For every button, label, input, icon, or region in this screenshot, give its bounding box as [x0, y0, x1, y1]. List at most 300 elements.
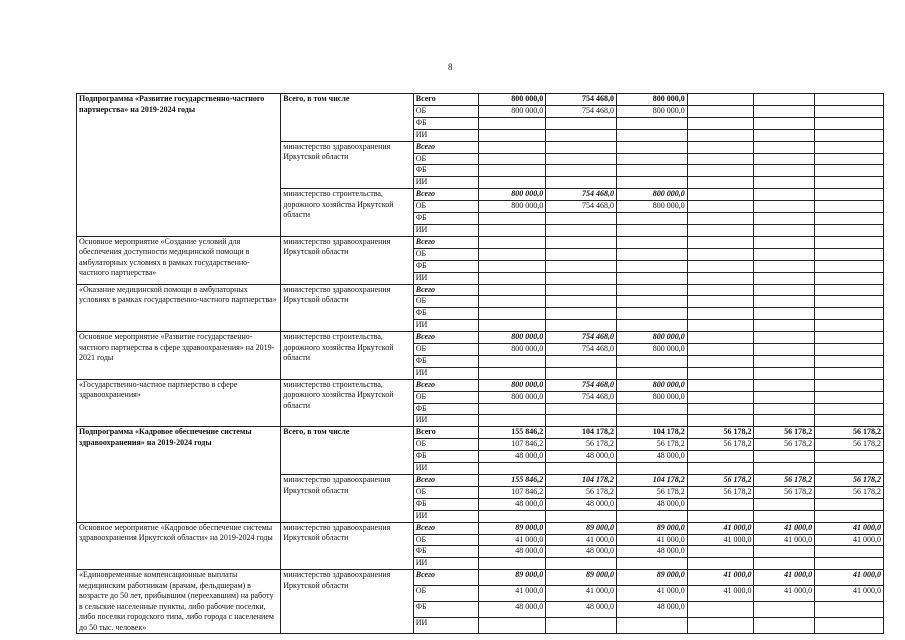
amount-cell [815, 320, 884, 332]
amount-cell [546, 403, 617, 415]
amount-cell [754, 618, 815, 634]
amount-cell [546, 248, 617, 260]
amount-cell [616, 117, 687, 129]
funding-source-cell: Всего [413, 379, 479, 391]
funding-source-cell: ОБ [413, 201, 479, 213]
amount-cell [687, 391, 754, 403]
funding-source-cell: ФБ [413, 451, 479, 463]
funding-source-cell: ОБ [413, 344, 479, 356]
amount-cell [815, 498, 884, 510]
amount-cell: 800 000,0 [616, 105, 687, 117]
program-name-cell: Подпрограмма «Развитие государственно-частного партнерства» на 2019-2024 годы [77, 94, 281, 237]
amount-cell [815, 558, 884, 570]
funding-source-cell: ИИ [413, 463, 479, 475]
amount-cell [616, 141, 687, 153]
amount-cell: 800 000,0 [479, 379, 546, 391]
amount-cell: 754 468,0 [546, 189, 617, 201]
amount-cell [754, 189, 815, 201]
amount-cell: 800 000,0 [616, 391, 687, 403]
funding-source-cell: Всего [413, 570, 479, 586]
amount-cell: 41 000,0 [815, 522, 884, 534]
amount-cell [754, 224, 815, 236]
funding-source-cell: ОБ [413, 439, 479, 451]
amount-cell [815, 463, 884, 475]
amount-cell [754, 105, 815, 117]
amount-cell: 104 178,2 [546, 475, 617, 487]
amount-cell [754, 367, 815, 379]
executor-cell: министерство здравоохранения Иркутской области [281, 236, 413, 284]
funding-source-cell: ОБ [413, 486, 479, 498]
budget-table [76, 93, 884, 634]
amount-cell [616, 224, 687, 236]
amount-cell [546, 213, 617, 225]
page-number: 8 [448, 62, 453, 72]
amount-cell [546, 165, 617, 177]
amount-cell [754, 510, 815, 522]
funding-source-cell: ОБ [413, 534, 479, 546]
amount-cell [687, 602, 754, 618]
amount-cell [616, 403, 687, 415]
funding-source-cell: ИИ [413, 272, 479, 284]
funding-source-cell: ФБ [413, 117, 479, 129]
amount-cell [546, 510, 617, 522]
amount-cell [754, 355, 815, 367]
funding-source-cell: Всего [413, 141, 479, 153]
amount-cell [687, 367, 754, 379]
executor-cell: министерство здравоохранения Иркутской области [281, 522, 413, 570]
amount-cell [479, 558, 546, 570]
funding-source-cell: ФБ [413, 260, 479, 272]
amount-cell: 56 178,2 [687, 439, 754, 451]
funding-source-cell: ФБ [413, 546, 479, 558]
funding-source-cell: ИИ [413, 510, 479, 522]
amount-cell [754, 141, 815, 153]
amount-cell: 41 000,0 [687, 522, 754, 534]
amount-cell [815, 177, 884, 189]
funding-source-cell: ОБ [413, 248, 479, 260]
funding-source-cell: ИИ [413, 129, 479, 141]
funding-source-cell: ИИ [413, 367, 479, 379]
amount-cell: 56 178,2 [754, 427, 815, 439]
amount-cell [687, 105, 754, 117]
amount-cell [815, 546, 884, 558]
amount-cell [815, 451, 884, 463]
amount-cell [546, 463, 617, 475]
amount-cell [754, 129, 815, 141]
amount-cell: 754 468,0 [546, 94, 617, 106]
amount-cell: 48 000,0 [479, 498, 546, 510]
amount-cell: 56 178,2 [687, 486, 754, 498]
amount-cell: 56 178,2 [546, 439, 617, 451]
amount-cell: 800 000,0 [616, 332, 687, 344]
amount-cell: 800 000,0 [616, 379, 687, 391]
amount-cell: 56 178,2 [815, 486, 884, 498]
amount-cell [754, 320, 815, 332]
amount-cell [815, 94, 884, 106]
amount-cell [687, 141, 754, 153]
funding-source-cell: ФБ [413, 213, 479, 225]
program-name-cell: «Государственно-частное партнерство в сфере здравоохранения» [77, 379, 281, 427]
amount-cell: 41 000,0 [687, 534, 754, 546]
amount-cell [815, 284, 884, 296]
amount-cell [616, 213, 687, 225]
amount-cell [754, 284, 815, 296]
amount-cell [754, 332, 815, 344]
amount-cell: 41 000,0 [815, 534, 884, 546]
funding-source-cell: Всего [413, 332, 479, 344]
amount-cell [616, 355, 687, 367]
amount-cell [687, 451, 754, 463]
amount-cell [815, 141, 884, 153]
amount-cell [479, 177, 546, 189]
funding-source-cell: ИИ [413, 415, 479, 427]
amount-cell: 56 178,2 [616, 486, 687, 498]
amount-cell [616, 165, 687, 177]
amount-cell [616, 618, 687, 634]
amount-cell: 48 000,0 [616, 602, 687, 618]
amount-cell [815, 618, 884, 634]
amount-cell [479, 308, 546, 320]
amount-cell [479, 403, 546, 415]
amount-cell [687, 332, 754, 344]
amount-cell: 800 000,0 [479, 344, 546, 356]
amount-cell: 754 468,0 [546, 391, 617, 403]
amount-cell: 800 000,0 [479, 391, 546, 403]
table-row [77, 570, 884, 586]
amount-cell [815, 367, 884, 379]
amount-cell [754, 177, 815, 189]
amount-cell: 41 000,0 [616, 586, 687, 602]
funding-source-cell: Всего [413, 236, 479, 248]
amount-cell [546, 355, 617, 367]
amount-cell: 800 000,0 [479, 201, 546, 213]
amount-cell: 56 178,2 [815, 475, 884, 487]
amount-cell [815, 236, 884, 248]
amount-cell [754, 558, 815, 570]
amount-cell [687, 415, 754, 427]
amount-cell [815, 391, 884, 403]
amount-cell [687, 117, 754, 129]
amount-cell [687, 546, 754, 558]
amount-cell: 41 000,0 [479, 586, 546, 602]
amount-cell: 48 000,0 [616, 451, 687, 463]
amount-cell: 48 000,0 [616, 546, 687, 558]
funding-source-cell: ОБ [413, 105, 479, 117]
amount-cell [479, 463, 546, 475]
amount-cell: 41 000,0 [815, 570, 884, 586]
amount-cell: 48 000,0 [546, 602, 617, 618]
amount-cell [815, 510, 884, 522]
amount-cell [754, 153, 815, 165]
table-row [77, 236, 884, 248]
amount-cell [479, 367, 546, 379]
amount-cell [815, 415, 884, 427]
amount-cell [754, 94, 815, 106]
amount-cell: 56 178,2 [754, 475, 815, 487]
amount-cell [616, 177, 687, 189]
amount-cell [616, 320, 687, 332]
amount-cell [687, 213, 754, 225]
funding-source-cell: ОБ [413, 391, 479, 403]
amount-cell [815, 602, 884, 618]
funding-source-cell: Всего [413, 189, 479, 201]
amount-cell [616, 248, 687, 260]
amount-cell [546, 177, 617, 189]
amount-cell [546, 272, 617, 284]
amount-cell [546, 320, 617, 332]
amount-cell [687, 296, 754, 308]
funding-source-cell: ФБ [413, 498, 479, 510]
amount-cell: 800 000,0 [479, 189, 546, 201]
amount-cell [546, 224, 617, 236]
amount-cell: 800 000,0 [616, 201, 687, 213]
amount-cell [616, 415, 687, 427]
amount-cell [687, 260, 754, 272]
amount-cell [687, 320, 754, 332]
amount-cell [479, 213, 546, 225]
amount-cell [616, 129, 687, 141]
amount-cell [616, 272, 687, 284]
amount-cell: 41 000,0 [479, 534, 546, 546]
amount-cell [754, 260, 815, 272]
amount-cell: 56 178,2 [546, 486, 617, 498]
table-row [77, 522, 884, 534]
amount-cell [815, 355, 884, 367]
amount-cell: 41 000,0 [616, 534, 687, 546]
amount-cell [754, 415, 815, 427]
amount-cell: 107 846,2 [479, 486, 546, 498]
amount-cell: 48 000,0 [479, 602, 546, 618]
funding-source-cell: ФБ [413, 165, 479, 177]
program-name-cell: «Оказание медицинской помощи в амбулаторных условиях в рамках государственно-частного партнерства» [77, 284, 281, 332]
executor-cell: Всего, в том числе [281, 94, 413, 142]
amount-cell: 104 178,2 [616, 475, 687, 487]
amount-cell [546, 141, 617, 153]
amount-cell [754, 248, 815, 260]
table-row [77, 379, 884, 391]
program-name-cell: Подпрограмма «Кадровое обеспечение системы здравоохранения» на 2019-2024 годы [77, 427, 281, 522]
funding-source-cell: ОБ [413, 153, 479, 165]
amount-cell [546, 117, 617, 129]
amount-cell: 89 000,0 [479, 522, 546, 534]
amount-cell [815, 308, 884, 320]
amount-cell [546, 153, 617, 165]
amount-cell [687, 236, 754, 248]
amount-cell [754, 296, 815, 308]
amount-cell [616, 260, 687, 272]
amount-cell [815, 296, 884, 308]
amount-cell [479, 415, 546, 427]
amount-cell [754, 379, 815, 391]
amount-cell [754, 165, 815, 177]
funding-source-cell: ИИ [413, 177, 479, 189]
executor-cell: министерство строительства, дорожного хозяйства Иркутской области [281, 189, 413, 237]
funding-source-cell: Всего [413, 94, 479, 106]
executor-cell: Всего, в том числе [281, 427, 413, 475]
amount-cell: 754 468,0 [546, 105, 617, 117]
amount-cell [479, 117, 546, 129]
executor-cell: министерство здравоохранения Иркутской области [281, 141, 413, 189]
amount-cell [616, 284, 687, 296]
amount-cell [616, 558, 687, 570]
funding-source-cell: Всего [413, 475, 479, 487]
amount-cell: 41 000,0 [687, 570, 754, 586]
amount-cell: 89 000,0 [479, 570, 546, 586]
funding-source-cell: ИИ [413, 224, 479, 236]
amount-cell [616, 367, 687, 379]
amount-cell [754, 236, 815, 248]
amount-cell: 107 846,2 [479, 439, 546, 451]
amount-cell [479, 272, 546, 284]
amount-cell [687, 558, 754, 570]
amount-cell [479, 320, 546, 332]
amount-cell [815, 344, 884, 356]
amount-cell: 104 178,2 [616, 427, 687, 439]
funding-source-cell: Всего [413, 427, 479, 439]
amount-cell: 754 468,0 [546, 201, 617, 213]
amount-cell: 155 846,2 [479, 427, 546, 439]
amount-cell: 48 000,0 [616, 498, 687, 510]
funding-source-cell: ИИ [413, 558, 479, 570]
amount-cell [546, 296, 617, 308]
amount-cell: 800 000,0 [616, 189, 687, 201]
amount-cell [687, 177, 754, 189]
amount-cell [546, 236, 617, 248]
amount-cell: 56 178,2 [687, 427, 754, 439]
amount-cell [479, 284, 546, 296]
executor-cell: министерство здравоохранения Иркутской области [281, 284, 413, 332]
funding-source-cell: ОБ [413, 296, 479, 308]
amount-cell [479, 236, 546, 248]
amount-cell [754, 403, 815, 415]
amount-cell [687, 344, 754, 356]
amount-cell [815, 403, 884, 415]
amount-cell [479, 224, 546, 236]
program-name-cell: Основное мероприятие «Развитие государственно-частного партнерства в сфере здравоохранения» на 2019-2021 годы [77, 332, 281, 380]
amount-cell: 89 000,0 [546, 570, 617, 586]
amount-cell [687, 510, 754, 522]
amount-cell [479, 141, 546, 153]
amount-cell [815, 165, 884, 177]
amount-cell [546, 260, 617, 272]
amount-cell [815, 248, 884, 260]
amount-cell [687, 94, 754, 106]
amount-cell: 41 000,0 [687, 586, 754, 602]
amount-cell: 41 000,0 [815, 586, 884, 602]
amount-cell: 48 000,0 [546, 546, 617, 558]
amount-cell: 56 178,2 [616, 439, 687, 451]
funding-source-cell: ФБ [413, 403, 479, 415]
amount-cell [616, 153, 687, 165]
amount-cell [479, 510, 546, 522]
amount-cell [687, 129, 754, 141]
amount-cell: 754 468,0 [546, 332, 617, 344]
amount-cell: 800 000,0 [479, 105, 546, 117]
amount-cell [687, 272, 754, 284]
amount-cell [754, 308, 815, 320]
amount-cell: 800 000,0 [616, 94, 687, 106]
amount-cell [815, 213, 884, 225]
amount-cell: 56 178,2 [754, 486, 815, 498]
amount-cell: 41 000,0 [754, 534, 815, 546]
amount-cell: 754 468,0 [546, 379, 617, 391]
amount-cell: 800 000,0 [479, 94, 546, 106]
program-name-cell: «Единовременные компенсационные выплаты медицинским работникам (врачам, фельдшерам) в возрасте до 50 лет, прибывшим (переехавшим) на работу в сельские населенные пункты, либо рабочие поселки, либо поселки городского типа, либо города с населением до 50 тыс. человек» [77, 570, 281, 634]
amount-cell [815, 153, 884, 165]
amount-cell [546, 618, 617, 634]
amount-cell [815, 332, 884, 344]
funding-source-cell: ИИ [413, 320, 479, 332]
amount-cell: 41 000,0 [754, 570, 815, 586]
amount-cell [815, 105, 884, 117]
table-row [77, 94, 884, 106]
amount-cell [815, 379, 884, 391]
amount-cell [754, 201, 815, 213]
amount-cell: 754 468,0 [546, 344, 617, 356]
amount-cell [687, 463, 754, 475]
amount-cell: 56 178,2 [754, 439, 815, 451]
amount-cell [479, 248, 546, 260]
amount-cell [546, 367, 617, 379]
amount-cell: 48 000,0 [546, 451, 617, 463]
funding-source-cell: Всего [413, 522, 479, 534]
executor-cell: министерство строительства, дорожного хозяйства Иркутской области [281, 332, 413, 380]
amount-cell: 800 000,0 [616, 344, 687, 356]
amount-cell [479, 355, 546, 367]
executor-cell: министерство строительства, дорожного хозяйства Иркутской области [281, 379, 413, 427]
amount-cell [754, 213, 815, 225]
amount-cell: 800 000,0 [479, 332, 546, 344]
amount-cell [815, 117, 884, 129]
amount-cell [616, 236, 687, 248]
amount-cell [479, 129, 546, 141]
amount-cell: 89 000,0 [616, 570, 687, 586]
program-name-cell: Основное мероприятие «Создание условий для обеспечения доступности медицинской помощи в амбулаторных условиях в рамках государственно-частного партнерства» [77, 236, 281, 284]
amount-cell: 41 000,0 [754, 586, 815, 602]
amount-cell [479, 165, 546, 177]
executor-cell: министерство здравоохранения Иркутской области [281, 475, 413, 523]
amount-cell [479, 260, 546, 272]
amount-cell [754, 602, 815, 618]
funding-source-cell: Всего [413, 284, 479, 296]
amount-cell [546, 284, 617, 296]
amount-cell [546, 308, 617, 320]
amount-cell [546, 558, 617, 570]
amount-cell [815, 201, 884, 213]
amount-cell: 48 000,0 [546, 498, 617, 510]
amount-cell [616, 463, 687, 475]
amount-cell [687, 618, 754, 634]
amount-cell [616, 510, 687, 522]
amount-cell [687, 308, 754, 320]
amount-cell [815, 260, 884, 272]
amount-cell: 48 000,0 [479, 451, 546, 463]
amount-cell: 155 846,2 [479, 475, 546, 487]
amount-cell [687, 284, 754, 296]
amount-cell [754, 498, 815, 510]
amount-cell: 104 178,2 [546, 427, 617, 439]
amount-cell [754, 463, 815, 475]
table-row [77, 284, 884, 296]
amount-cell [546, 129, 617, 141]
amount-cell: 41 000,0 [754, 522, 815, 534]
amount-cell [687, 403, 754, 415]
amount-cell [754, 546, 815, 558]
executor-cell: министерство здравоохранения Иркутской области [281, 570, 413, 634]
amount-cell [687, 165, 754, 177]
amount-cell [687, 201, 754, 213]
amount-cell [815, 272, 884, 284]
